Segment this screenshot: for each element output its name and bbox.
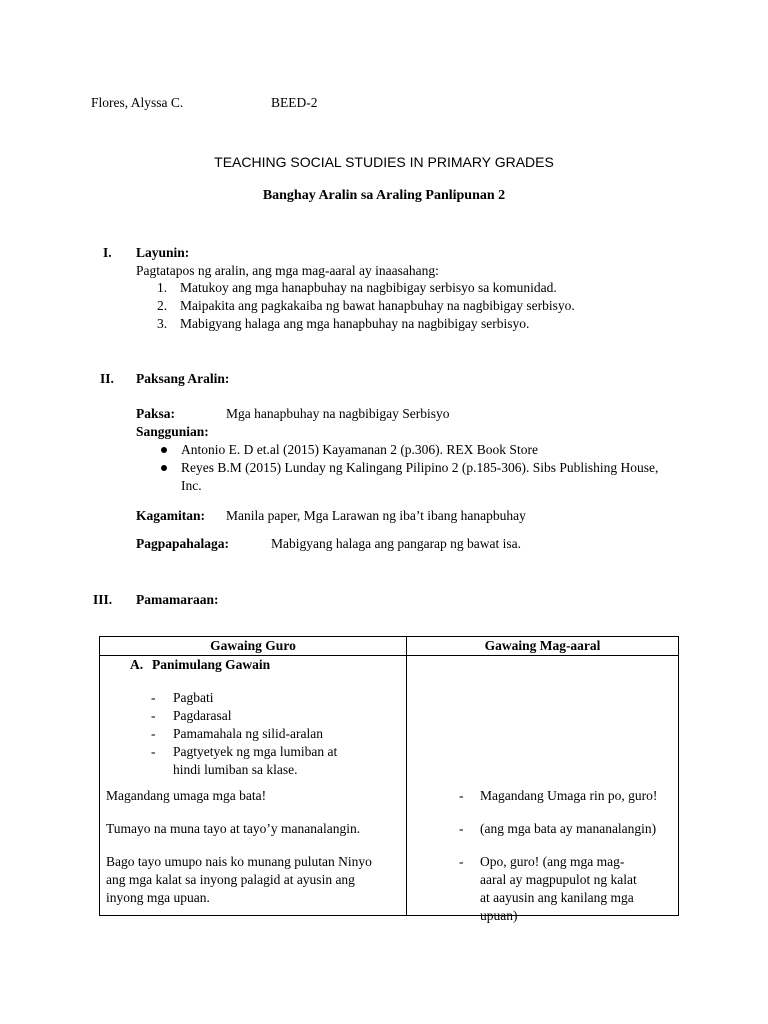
- section-numeral-1: I.: [103, 245, 112, 260]
- table-row: [100, 656, 679, 916]
- objectives-list: [157, 279, 677, 333]
- list-item: [151, 707, 381, 725]
- section-heading-paksang-aralin: Paksang Aralin:: [136, 371, 230, 386]
- objective-item: [157, 297, 677, 315]
- objective-number: 2.: [157, 298, 168, 313]
- student-cell: [407, 656, 679, 923]
- objective-item: [157, 279, 677, 297]
- objective-number: 3.: [157, 316, 168, 331]
- pagpapahalaga-label: Pagpapahalaga:: [136, 536, 230, 551]
- objective-number: 1.: [157, 280, 168, 295]
- student-line: (ang mga bata ay mananalangin): [480, 821, 657, 836]
- pagpapahalaga-value: Mabigyang halaga ang pangarap ng bawat isa.: [271, 536, 522, 551]
- kagamitan-value: Manila paper, Mga Larawan ng iba’t ibang hanapbuhay: [226, 508, 526, 523]
- dash-marker: -: [151, 744, 156, 759]
- course-section: BEED-2: [271, 95, 318, 110]
- reference-item: Antonio E. D et.al (2015) Kayamanan 2 (p.306). REX Book Store: [157, 441, 672, 459]
- student-line: Magandang Umaga rin po, guro!: [480, 788, 658, 803]
- dash-marker: -: [151, 726, 156, 741]
- header-gawaing-mag-aaral: Gawaing Mag-aaral: [407, 637, 679, 656]
- student-name: Flores, Alyssa C.: [91, 95, 184, 110]
- activity-text: Pagtyetyek ng mga lumiban at hindi lumiban sa klase.: [173, 744, 338, 777]
- objective-item: [157, 315, 677, 333]
- references-list: [157, 441, 672, 495]
- objectives-intro: Pagtatapos ng aralin, ang mga mag-aaral ay inaasahang:: [136, 263, 439, 278]
- subsection-title: Panimulang Gawain: [152, 657, 271, 672]
- teacher-cell: [100, 656, 407, 916]
- section-numeral-3: III.: [93, 592, 113, 607]
- course-title: TEACHING SOCIAL STUDIES IN PRIMARY GRADES: [214, 154, 554, 170]
- list-item: [151, 689, 381, 707]
- dash-marker: -: [459, 788, 464, 803]
- list-item: [151, 725, 381, 743]
- teacher-line: Tumayo na muna tayo at tayo’y mananalangin.: [106, 821, 361, 836]
- dash-marker: -: [459, 854, 464, 869]
- plan-title: Banghay Aralin sa Araling Panlipunan 2: [262, 188, 506, 203]
- sanggunian-label: Sanggunian:: [136, 424, 209, 439]
- section-heading-pamamaraan: Pamamaraan:: [136, 592, 219, 607]
- teacher-line: Bago tayo umupo nais ko munang pulutan Ninyo ang mga kalat sa inyong palagid at ayusin ang inyong mga upuan.: [106, 854, 372, 905]
- list-item: [151, 743, 368, 779]
- student-line: Opo, guro! (ang mga mag-aaral ay magpupulot ng kalat at aayusin ang kanilang mga upuan): [480, 854, 637, 923]
- activity-text: Pagbati: [173, 690, 214, 705]
- objective-text: Matukoy ang mga hanapbuhay na nagbibigay serbisyo sa komunidad.: [180, 280, 557, 295]
- activity-text: Pagdarasal: [173, 708, 232, 723]
- objective-text: Maipakita ang pagkakaiba ng bawat hanapbuhay na nagbibigay serbisyo.: [180, 298, 575, 313]
- table-header-row: [100, 637, 679, 656]
- paksa-value: Mga hanapbuhay na nagbibigay Serbisyo: [226, 406, 450, 421]
- teacher-line: Magandang umaga mga bata!: [106, 788, 267, 803]
- header-gawaing-guro: Gawaing Guro: [100, 637, 407, 656]
- activity-table: [99, 636, 679, 923]
- objective-text: Mabigyang halaga ang mga hanapbuhay na nagbibigay serbisyo.: [180, 316, 530, 331]
- dash-marker: -: [151, 708, 156, 723]
- reference-item: Reyes B.M (2015) Lunday ng Kalingang Pilipino 2 (p.185-306). Sibs Publishing House, Inc.: [157, 459, 672, 495]
- dash-marker: -: [151, 690, 156, 705]
- section-heading-layunin: Layunin:: [136, 245, 190, 260]
- activity-list: [151, 689, 381, 779]
- kagamitan-label: Kagamitan:: [136, 508, 205, 523]
- activity-text: Pamamahala ng silid-aralan: [173, 726, 323, 741]
- dash-marker: -: [459, 821, 464, 836]
- paksa-label: Paksa:: [136, 406, 176, 421]
- section-numeral-2: II.: [100, 371, 114, 386]
- subsection-letter: A.: [130, 657, 144, 672]
